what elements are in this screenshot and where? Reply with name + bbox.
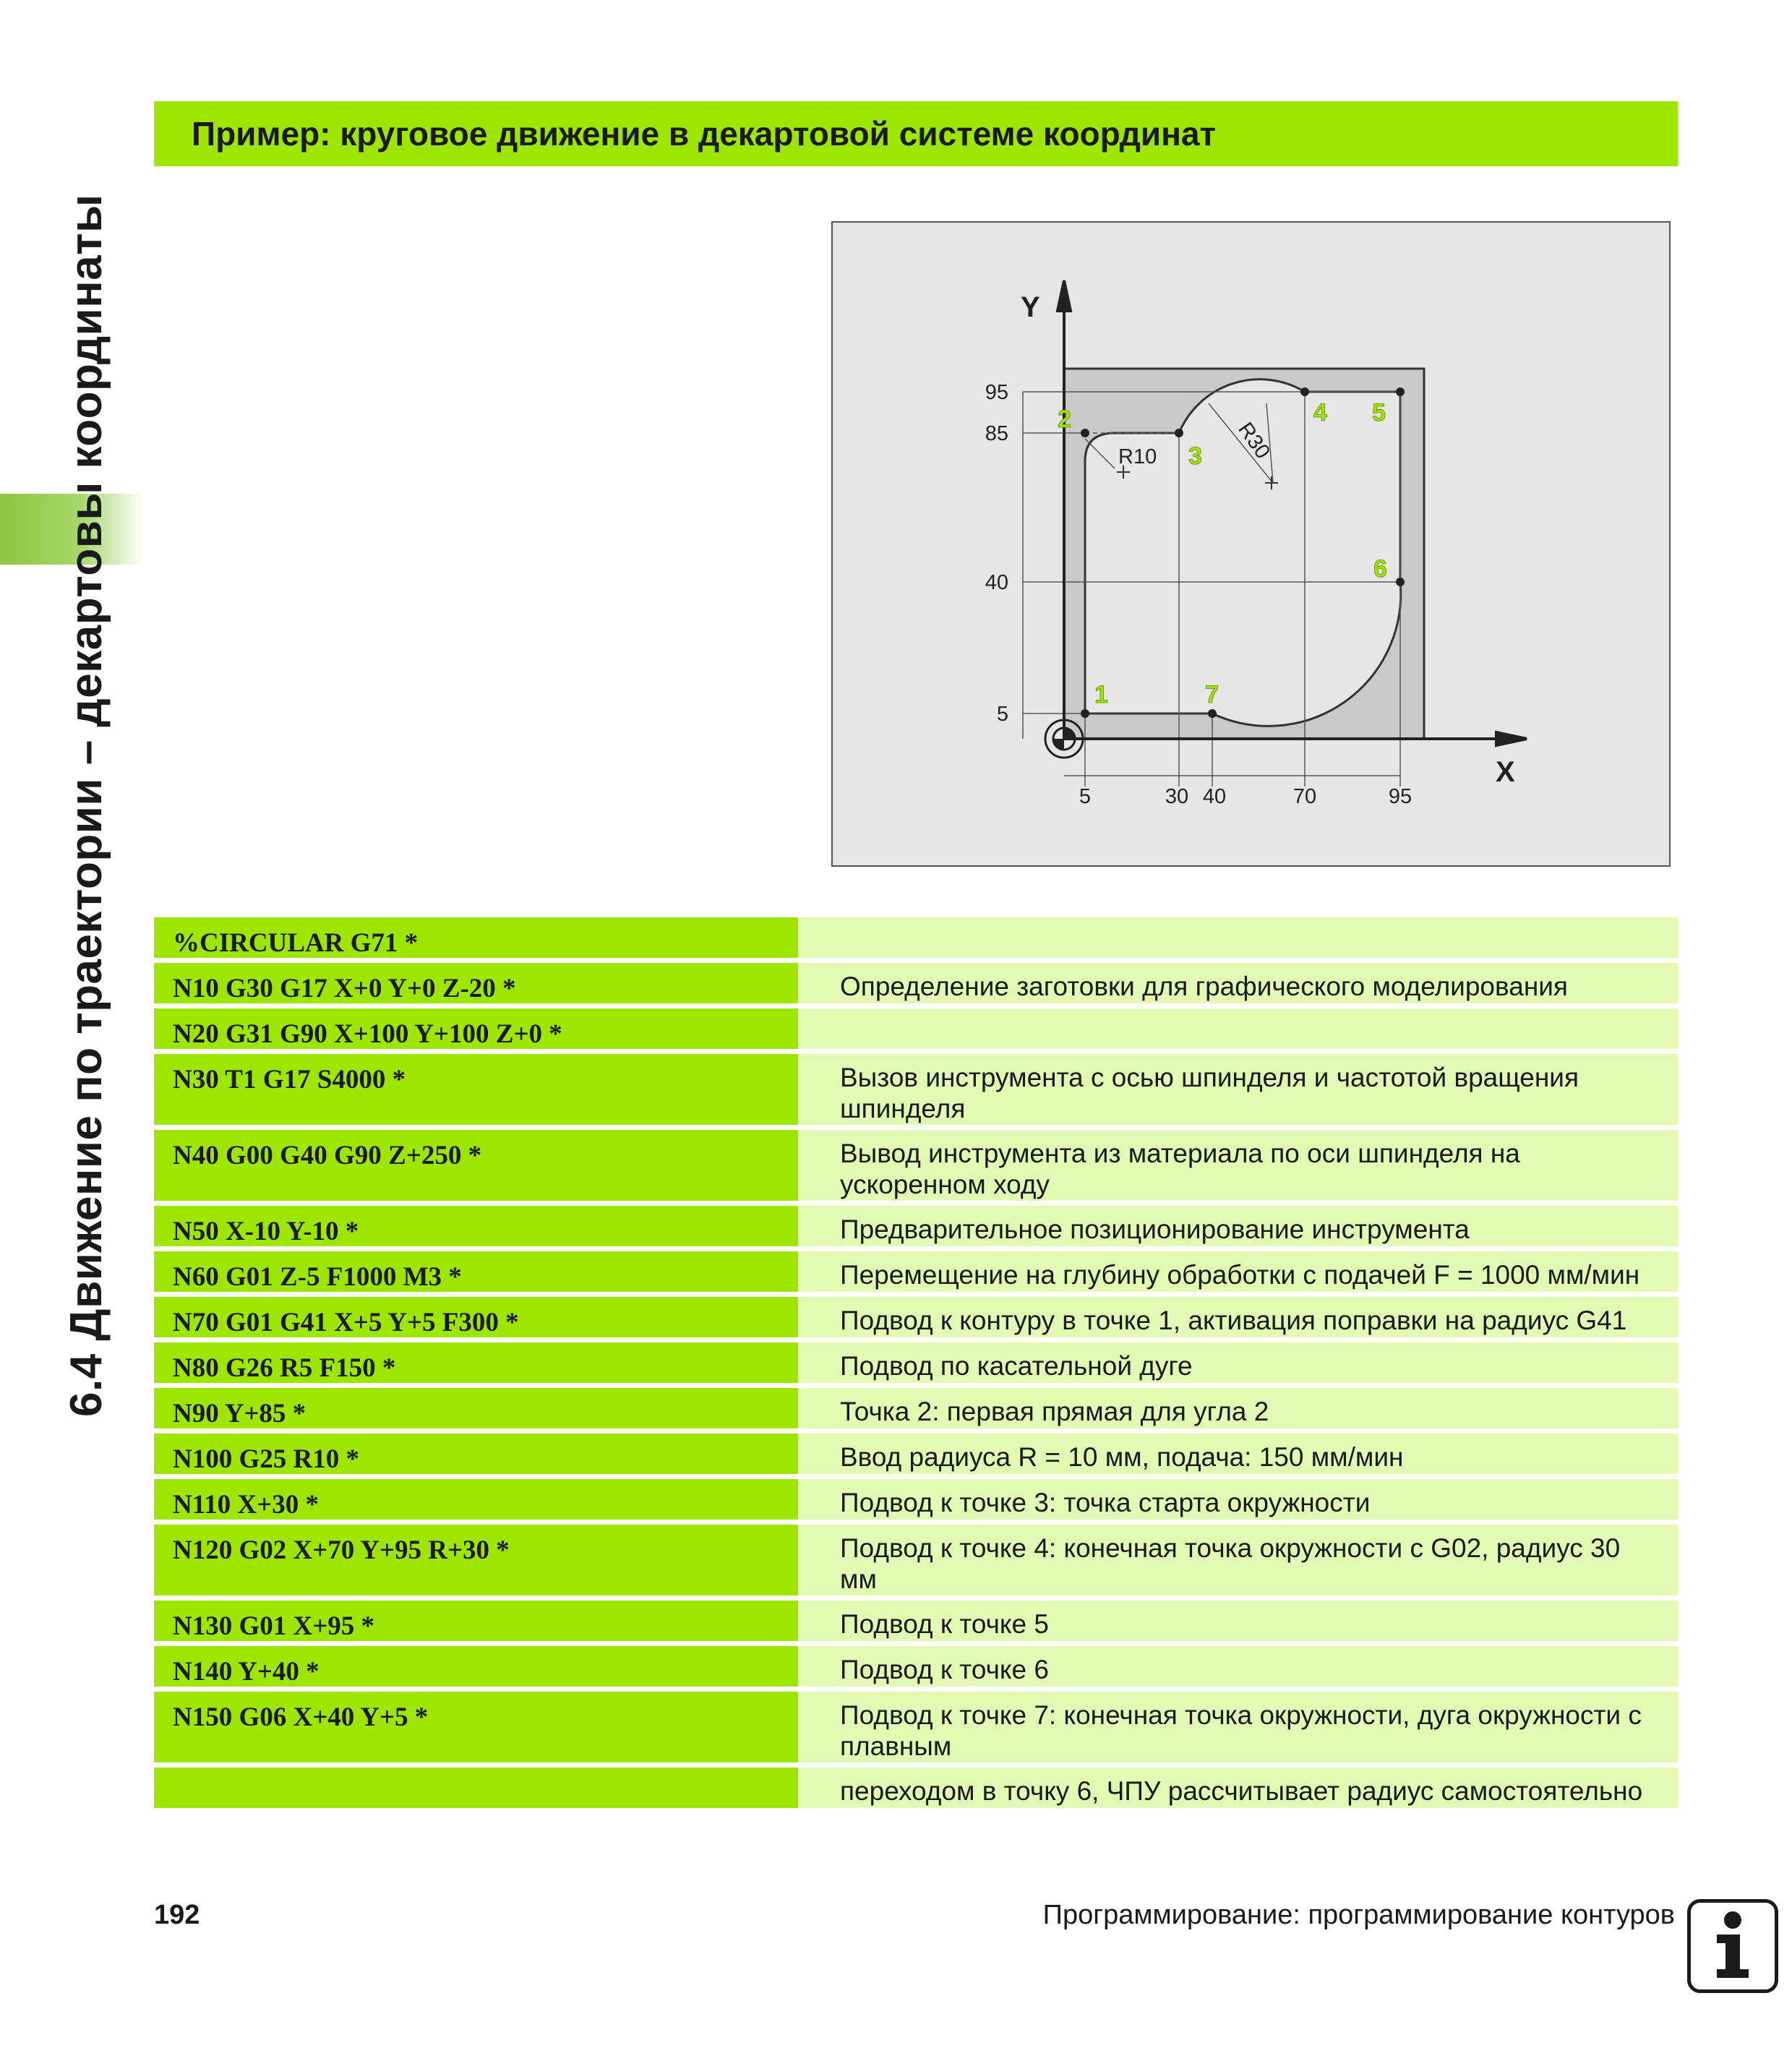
point-label: 6 bbox=[1373, 555, 1387, 583]
nc-description: Ввод радиуса R = 10 мм, подача: 150 мм/мин bbox=[798, 1434, 1678, 1474]
program-row bbox=[154, 1768, 1678, 1808]
nc-code: N20 G31 G90 X+100 Y+100 Z+0 * bbox=[154, 1008, 798, 1049]
example-header bbox=[154, 101, 1678, 166]
nc-code: N80 G26 R5 F150 * bbox=[154, 1342, 798, 1383]
nc-code: N110 X+30 * bbox=[154, 1479, 798, 1520]
nc-description: Подвод к точке 7: конечная точка окружности, дуга окружности с плавным bbox=[798, 1692, 1678, 1762]
nc-code: %CIRCULAR G71 * bbox=[154, 917, 798, 958]
info-icon[interactable] bbox=[1687, 1899, 1778, 1993]
program-row bbox=[154, 1054, 1678, 1125]
nc-description: Подвод к точке 6 bbox=[798, 1646, 1678, 1687]
nc-code bbox=[154, 1768, 798, 1808]
point-label: 1 bbox=[1094, 681, 1108, 708]
point-label: 3 bbox=[1188, 442, 1202, 470]
program-row bbox=[154, 963, 1678, 1003]
program-row bbox=[154, 1434, 1678, 1474]
nc-code: N40 G00 G40 G90 Z+250 * bbox=[154, 1130, 798, 1201]
y-tick-label: 40 bbox=[985, 571, 1008, 594]
x-tick-label: 40 bbox=[1202, 785, 1227, 808]
contour-drawing bbox=[833, 223, 1672, 868]
nc-description: Вывод инструмента из материала по оси шпинделя на ускоренном ходу bbox=[798, 1130, 1678, 1201]
footer-chapter: Программирование: программирование контуров bbox=[1042, 1900, 1675, 1930]
contour-figure bbox=[831, 221, 1671, 867]
nc-code: N130 G01 X+95 * bbox=[154, 1601, 798, 1641]
program-row bbox=[154, 1479, 1678, 1520]
nc-code: N100 G25 R10 * bbox=[154, 1434, 798, 1474]
nc-description: Подвод к точке 4: конечная точка окружности с G02, радиус 30 мм bbox=[798, 1525, 1678, 1595]
nc-description: Подвод к контуру в точке 1, активация поправки на радиус G41 bbox=[798, 1297, 1678, 1337]
nc-description bbox=[798, 917, 1678, 958]
nc-description: Предварительное позиционирование инструмента bbox=[798, 1206, 1678, 1246]
x-axis-label: X bbox=[1496, 756, 1515, 788]
program-row bbox=[154, 1692, 1678, 1762]
program-row bbox=[154, 1130, 1678, 1201]
x-tick-label: 30 bbox=[1165, 785, 1189, 808]
program-row bbox=[154, 1646, 1678, 1687]
radius-label: R30 bbox=[1233, 418, 1274, 463]
nc-description: Подвод по касательной дуге bbox=[798, 1342, 1678, 1383]
y-tick-label: 85 bbox=[985, 422, 1008, 445]
y-axis-label: Y bbox=[1021, 291, 1040, 323]
program-row bbox=[154, 917, 1678, 958]
program-row bbox=[154, 1601, 1678, 1641]
program-row bbox=[154, 1297, 1678, 1337]
nc-code: N70 G01 G41 X+5 Y+5 F300 * bbox=[154, 1297, 798, 1337]
nc-code: N140 Y+40 * bbox=[154, 1646, 798, 1687]
program-row bbox=[154, 1251, 1678, 1292]
program-table bbox=[154, 917, 1678, 1813]
y-tick-label: 95 bbox=[985, 381, 1008, 404]
example-title: Пример: круговое движение в декартовой системе координат bbox=[192, 115, 1216, 153]
nc-code: N150 G06 X+40 Y+5 * bbox=[154, 1692, 798, 1762]
point-label: 2 bbox=[1058, 406, 1071, 433]
point-label: 4 bbox=[1313, 399, 1327, 427]
nc-code: N10 G30 G17 X+0 Y+0 Z-20 * bbox=[154, 963, 798, 1003]
x-tick-label: 70 bbox=[1292, 785, 1317, 808]
nc-description: Перемещение на глубину обработки с подачей F = 1000 мм/мин bbox=[798, 1251, 1678, 1292]
program-row bbox=[154, 1525, 1678, 1595]
x-tick-label: 5 bbox=[1079, 785, 1092, 808]
radius-label: R10 bbox=[1118, 445, 1157, 468]
nc-description bbox=[798, 1008, 1678, 1049]
nc-code: N60 G01 Z-5 F1000 M3 * bbox=[154, 1251, 798, 1292]
nc-code: N120 G02 X+70 Y+95 R+30 * bbox=[154, 1525, 798, 1595]
point-label: 5 bbox=[1372, 399, 1386, 427]
nc-description: Вызов инструмента с осью шпинделя и частотой вращения шпинделя bbox=[798, 1054, 1678, 1125]
nc-code: N50 X-10 Y-10 * bbox=[154, 1206, 798, 1246]
program-row bbox=[154, 1342, 1678, 1383]
page-number: 192 bbox=[154, 1900, 200, 1930]
program-row bbox=[154, 1388, 1678, 1428]
nc-description: Подвод к точке 5 bbox=[798, 1601, 1678, 1641]
nc-code: N30 T1 G17 S4000 * bbox=[154, 1054, 798, 1125]
nc-description: переходом в точку 6, ЧПУ рассчитывает радиус самостоятельно bbox=[798, 1768, 1678, 1808]
x-tick-label: 95 bbox=[1388, 785, 1412, 808]
nc-code: N90 Y+85 * bbox=[154, 1388, 798, 1428]
nc-description: Точка 2: первая прямая для угла 2 bbox=[798, 1388, 1678, 1428]
program-row bbox=[154, 1206, 1678, 1246]
y-tick-label: 5 bbox=[996, 703, 1008, 726]
nc-description: Определение заготовки для графического моделирования bbox=[798, 963, 1678, 1003]
program-row bbox=[154, 1008, 1678, 1049]
point-label: 7 bbox=[1205, 681, 1219, 708]
nc-description: Подвод к точке 3: точка старта окружности bbox=[798, 1479, 1678, 1520]
side-chapter-title: 6.4 Движение по траектории – декартовы координаты bbox=[61, 194, 111, 1417]
